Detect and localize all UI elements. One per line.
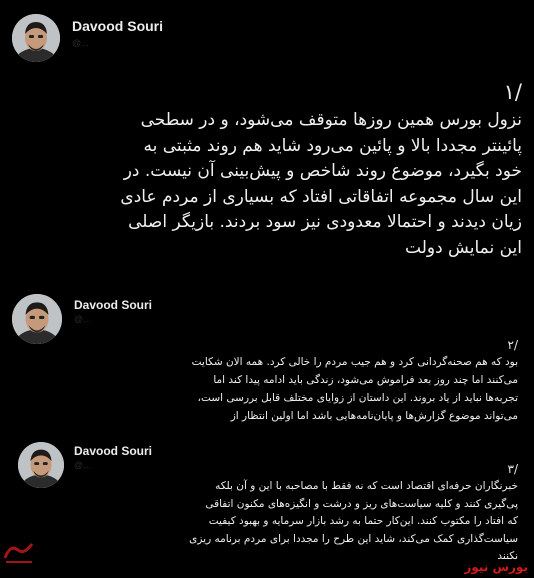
avatar-portrait-icon: [12, 294, 62, 344]
tweet-line: نزول بورس همین روزها متوقف می‌شود، و در سطحی: [140, 110, 522, 130]
tweet-text: [18, 353, 518, 425]
author-avatar[interactable]: [12, 14, 60, 62]
bourse-news-logo-icon: [2, 538, 36, 566]
tweet-line: می‌تواند موضوع گزارش‌ها و پایان‌نامه‌هایی باشد اما اولین انتظار از: [230, 410, 518, 422]
author-handle: @...: [74, 314, 91, 324]
tweet-line: که افتاد را مکتوب کنند. این‌کار حتما به رشد بازار سرمایه و بهبود کیفیت: [208, 515, 518, 527]
thread-number: ۲/: [507, 338, 518, 352]
thread-number: ۳/: [507, 462, 518, 476]
watermark: بورس نیوز: [464, 560, 528, 574]
tweet-line: پائینتر مجددا بالا و پائین می‌رود شاید هم روند مثبتی به: [143, 135, 522, 156]
tweet-text: [18, 478, 518, 566]
tweet-line: تجربه‌ها نباید از یاد بروند. این داستان از زوایای مختلف قابل بررسی است،: [197, 392, 518, 404]
thread-number: ۱/: [503, 80, 522, 104]
tweet-line: این سال مجموعه اتفاقاتی افتاد که بسیاری از مردم عادی: [120, 186, 522, 207]
author-avatar[interactable]: [12, 294, 62, 344]
tweet-line: پی‌گیری کنند و کلیه سیاست‌های ریز و درشت و انگیزه‌های مکنون اتفاقی: [205, 497, 518, 510]
tweet-line: بود که هم صحنه‌گردانی کرد و هم جیب مردم را خالی کرد. همه الان شکایت: [191, 356, 518, 368]
author-name[interactable]: Davood Souri: [74, 444, 153, 458]
author-name[interactable]: Davood Souri: [72, 18, 164, 34]
author-handle: @...: [74, 460, 91, 470]
tweet-3: [0, 436, 534, 578]
author-handle: @...: [72, 38, 89, 48]
author-name[interactable]: Davood Souri: [74, 298, 153, 312]
tweet-line: خبرنگاران حرفه‌ای اقتصاد است که نه فقط با مصاحبه با این و آن بلکه: [215, 480, 518, 492]
tweet-line: زیان دیدند و احتمالا معدودی نیز سود بردند. بازیگر اصلی: [128, 212, 522, 232]
tweet-text: [10, 108, 522, 261]
tweet-2: [0, 290, 534, 430]
tweet-line: خود بگیرد، موضوع روند شاخص و پیش‌بینی آن نیست. در: [123, 161, 522, 181]
tweet-line: این نمایش دولت: [405, 237, 522, 258]
tweet-line: می‌کنند اما چند روز بعد فراموش می‌شود، زندگی باید ادامه پیدا کند اما: [213, 374, 518, 386]
avatar-portrait-icon: [12, 14, 60, 62]
tweet-line: نکنند: [497, 550, 518, 562]
tweet-line: سیاست‌گذاری کمک می‌کند، شاید این طرح را مجددا برای مردم برنامه ریزی: [189, 532, 518, 545]
